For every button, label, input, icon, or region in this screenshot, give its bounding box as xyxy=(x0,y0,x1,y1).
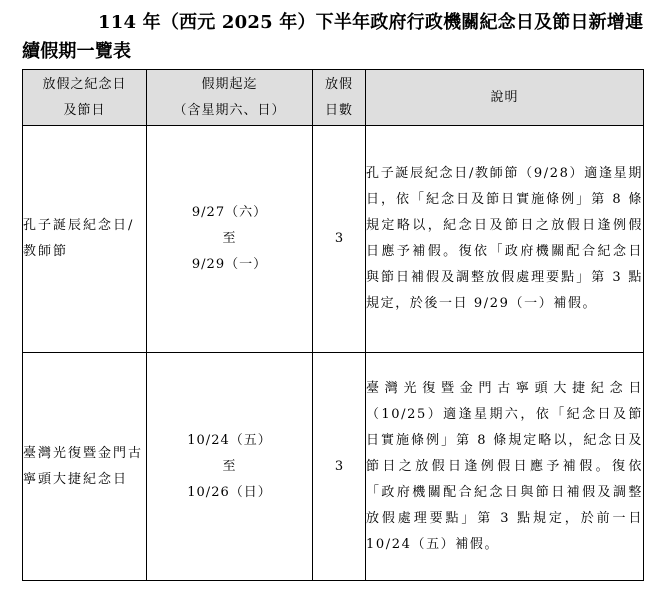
days-cell: 3 xyxy=(313,353,366,581)
header-holiday-name-line-1: 放假之紀念日 xyxy=(42,76,127,92)
period-start: 10/24（五） xyxy=(187,432,272,448)
document-title: 114 年（西元 2025 年）下半年政府行政機關紀念日及節日新增連續假期一覽表 xyxy=(22,12,644,62)
period-end: 9/29（一） xyxy=(191,257,268,272)
period-cell xyxy=(147,126,313,353)
table-row xyxy=(23,353,644,581)
period-end: 10/26（日） xyxy=(187,484,272,500)
days-cell: 3 xyxy=(313,126,366,353)
description-cell: 臺灣光復暨金門古寧頭大捷紀念日（10/25）適逢星期六，依「紀念日及節日實施條例」第 8 條規定略以，紀念日及節日之放假日逢例假日應予補假。復依「政府機關配合紀念日與節日補假及調整放假處理要點」第 3 點規定，於前一日 10/24（五）補假。 xyxy=(366,353,644,581)
header-days-line-2: 日數 xyxy=(324,102,353,118)
table-header-row xyxy=(23,70,644,126)
header-holiday-name-line-2: 及節日 xyxy=(63,102,106,118)
holiday-name-cell: 孔子誕辰紀念日/教師節 xyxy=(23,126,147,353)
period-to: 至 xyxy=(222,231,237,246)
header-holiday-name xyxy=(23,70,147,126)
holiday-name-cell: 臺灣光復暨金門古寧頭大捷紀念日 xyxy=(23,353,147,581)
header-period-line-2: （含星期六、日） xyxy=(173,102,286,118)
header-days xyxy=(313,70,366,126)
period-to: 至 xyxy=(222,458,237,474)
period-start: 9/27（六） xyxy=(191,205,268,220)
holiday-table xyxy=(22,69,644,581)
period-cell xyxy=(147,353,313,581)
table-row xyxy=(23,126,644,353)
header-period-line-1: 假期起迄 xyxy=(201,76,258,92)
header-description: 說明 xyxy=(366,70,644,126)
header-period xyxy=(147,70,313,126)
description-cell: 孔子誕辰紀念日/教師節（9/28）適逢星期日，依「紀念日及節日實施條例」第 8 條規定略以，紀念日及節日之放假日逢例假日應予補假。復依「政府機關配合紀念日與節日補假及調整放假處理要點」第 3 點規定，於後一日 9/29（一）補假。 xyxy=(366,126,644,353)
header-days-line-1: 放假 xyxy=(324,76,353,92)
